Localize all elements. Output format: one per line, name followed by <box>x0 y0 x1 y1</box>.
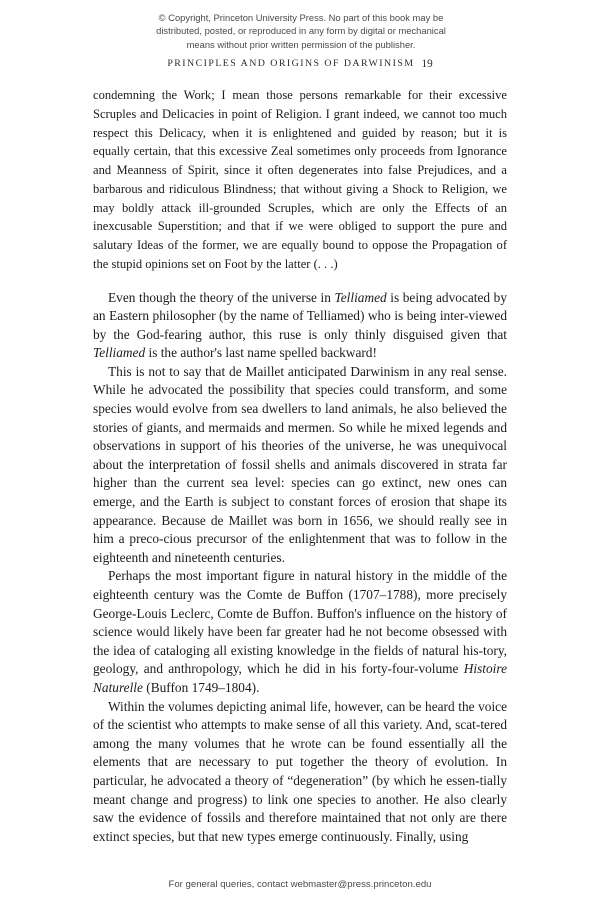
copyright-line-3: means without prior written permission of the publisher. <box>186 38 416 50</box>
paragraph-buffon <box>93 567 507 697</box>
telliamed-text-1: Even though the theory of the universe in <box>108 289 335 305</box>
paragraph-spacer <box>93 274 507 289</box>
telliamed-title-italic-1: Telliamed <box>334 289 387 305</box>
running-head <box>93 57 507 70</box>
telliamed-text-2: is being advocated by an Eastern philosopher (by the name of Telliamed) who is being inter-viewed by the God-fearing author, this ruse is only thinly disguised given that <box>93 289 507 342</box>
copyright-notice <box>131 11 471 51</box>
block-quotation: condemning the Work; I mean those persons remarkable for their excessive Scruples and Delicacies in point of Religion. I grant indeed, we cannot too much respect this Delicacy, when it is enlightened and guided by reason; but it is equally certain, that this excessive Zeal sometimes only proceeds from Ignorance and Meanness of Spirit, since it often degenerates into false Prejudices, and a barbarous and ridiculous Blindness; that without giving a Shock to Religion, we may boldly attack ill-grounded Scruples, which are only the Effects of an inexcusable Superstition; and that if we were obliged to support the pure and salutary Ideas of the former, we are equally bound to oppose the Propagation of the stupid opinions set on Foot by the latter (. . .) <box>93 88 507 271</box>
paragraph-de-maillet: This is not to say that de Maillet anticipated Darwinism in any real sense. While he advocated the possibility that species could transform, and some species would evolve from sea dwellers to land animals, he also believed the stories of giants, and mermaids and mermen. So while he mixed legends and observations in support of his theories of the universe, he was unequivocal about the interpretation of fossil shells and animals discovered in strata far higher than the current sea level: species can go extinct, new ones can emerge, and the Earth is subject to constant forces of erosion that shape its appearance. Because de Maillet was born in 1656, we should really see in him a preco-cious precursor of the enlightenment that was to follow in the eighteenth and nineteenth centuries. <box>93 363 507 565</box>
text-column <box>93 86 507 846</box>
copyright-line-1: © Copyright, Princeton University Press. No part of this book may be <box>158 12 444 23</box>
paragraph-telliamed <box>93 289 507 363</box>
telliamed-text-3: is the author's last name spelled backward! <box>145 345 377 361</box>
copyright-line-2: distributed, posted, or reproduced in any form by digital or mechanical <box>156 25 446 37</box>
paragraph-volumes: Within the volumes depicting animal life, however, can be heard the voice of the scientist who attempts to make sense of all this variety. And, scat-tered among the many volumes that he wrote can be found essentially all the elements that are necessary to put together the theory of evolution. In particular, he advocated a theory of “degeneration” (by which he essen-tially meant change and progress) to link one species to another. He also clearly saw the evidence of fossils and therefore maintained that not only are there extinct species, but that new types emerge continuously. Finally, using <box>93 698 507 844</box>
buffon-text-2: (Buffon 1749–1804). <box>142 679 260 695</box>
histoire-naturelle-italic: Histoire Naturelle <box>93 661 507 695</box>
page-number: 19 <box>421 57 433 70</box>
telliamed-title-italic-2: Telliamed <box>93 345 146 361</box>
footer-query-line: For general queries, contact webmaster@press.princeton.edu <box>168 879 432 890</box>
buffon-text-1: Perhaps the most important figure in natural history in the middle of the eighteenth century was the Comte de Buffon (1707–1788), more precisely George-Louis Leclerc, Comte de Buffon. Buffon's influence on the history of science would likely have been far greater had he not become obsessed with the idea of cataloging all existing knowledge in the fields of natural his-tory, geology, and anthropology, which he did in his forty-four-volume <box>93 568 507 677</box>
running-head-title: PRINCIPLES AND ORIGINS OF DARWINISM <box>167 58 415 69</box>
